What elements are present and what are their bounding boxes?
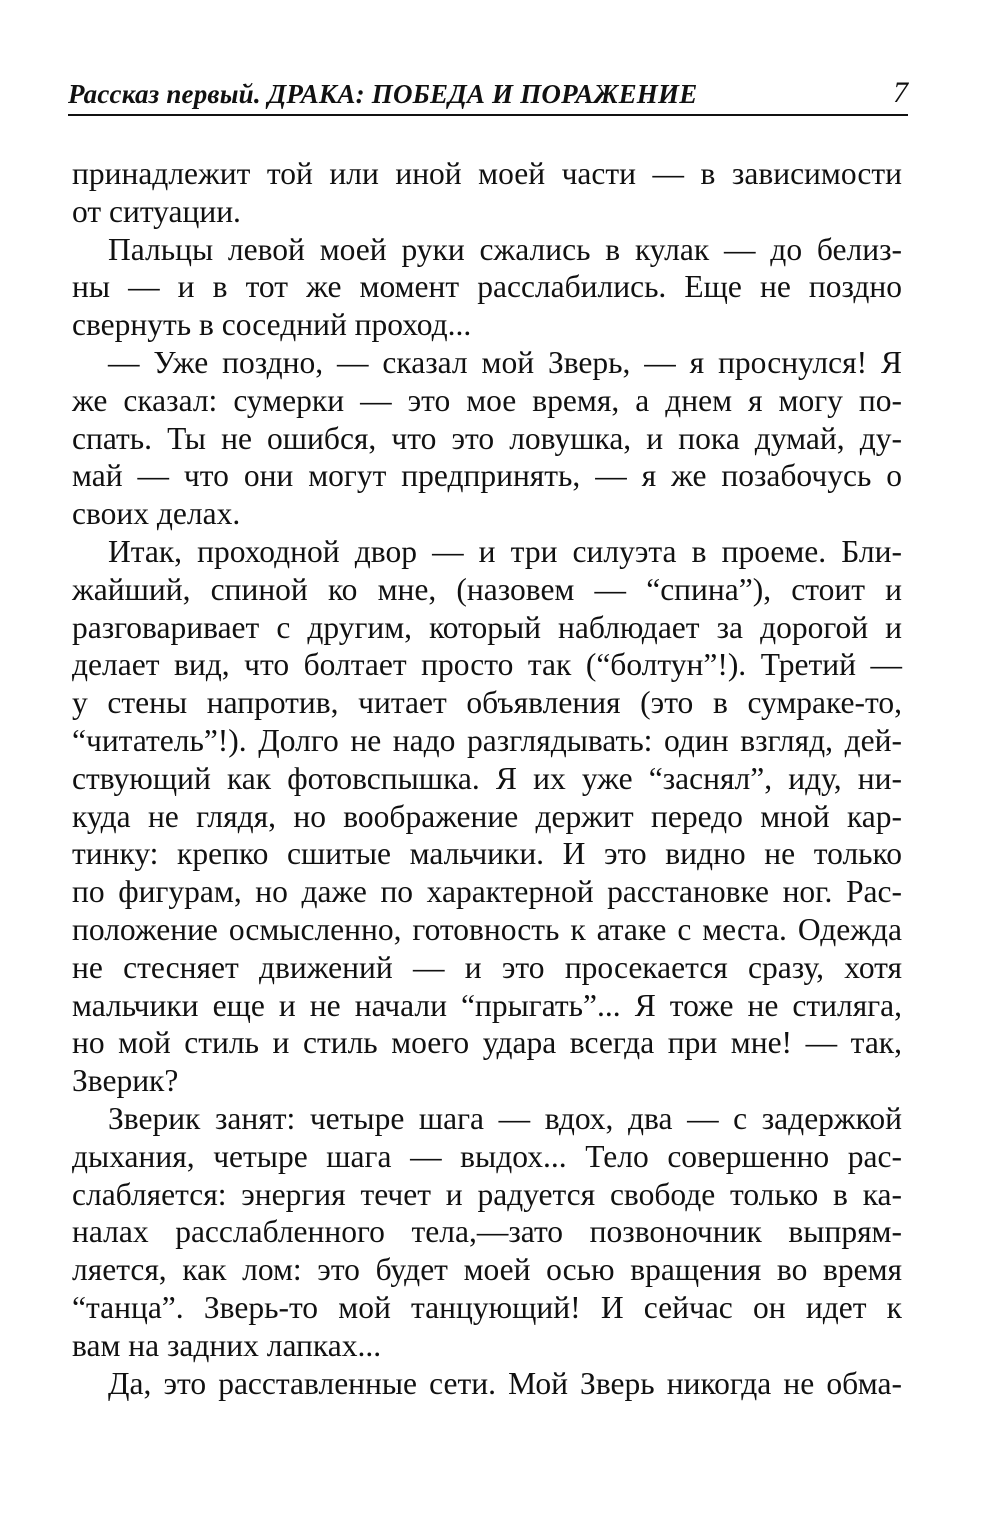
text-line: мальчики еще и не начали “прыгать”... Я тоже не стиляга, [72, 987, 902, 1023]
text-line: своих делах. [72, 496, 241, 532]
text-line: “танца”. Зверь-то мой танцующий! И сейчас он идет к [72, 1289, 902, 1325]
text-line: май — что они могут предпринять, — я же позабочусь о [72, 458, 902, 494]
paragraph-first-line: Пальцы левой моей руки сжались в кулак — до белиз- [108, 231, 902, 267]
text-line: “читатель”!). Долго не надо разглядывать: один взгляд, дей- [72, 722, 902, 758]
text-line: же сказал: сумерки — это мое время, а днем я могу по- [72, 382, 902, 418]
text-line: ствующий как фотовспышка. Я их уже “заснял”, иду, ни- [72, 760, 902, 796]
paragraph-first-line: — Уже поздно, — сказал мой Зверь, — я проснулся! Я [108, 344, 902, 380]
text-line: делает вид, что болтает просто так (“болтун”!). Третий — [72, 647, 902, 683]
text-line: по фигурам, но даже по характерной расстановке ног. Рас- [72, 874, 902, 910]
body-text [72, 155, 902, 1402]
text-line: тинку: крепко сшитые мальчики. И это видно не только [72, 836, 902, 872]
running-head: Рассказ первый. ДРАКА: ПОБЕДА И ПОРАЖЕНИЕ [68, 79, 698, 109]
text-line: от ситуации. [72, 193, 241, 229]
text-line: ны — и в тот же момент расслабились. Еще не поздно [72, 269, 902, 305]
paragraph-first-line: Да, это расставленные сети. Мой Зверь никогда не обма- [108, 1365, 902, 1401]
paragraph-first-line: Итак, проходной двор — и три силуэта в проеме. Бли- [108, 533, 902, 569]
text-line: спать. Ты не ошибся, что это ловушка, и пока думай, ду- [72, 420, 902, 456]
text-line: свернуть в соседний проход... [72, 307, 472, 343]
text-line: Зверик? [72, 1063, 179, 1099]
page-header [68, 74, 908, 116]
text-line: слабляется: энергия течет и радуется свободе только в ка- [72, 1176, 902, 1212]
text-line: принадлежит той или иной моей части — в зависимости [72, 156, 902, 191]
text-line: положение осмысленно, готовность к атаке с места. Одежда [72, 911, 902, 947]
paragraph-first-line: Зверик занят: четыре шага — вдох, два — с задержкой [108, 1100, 902, 1136]
text-line: дыхания, четыре шага — выдох... Тело совершенно рас- [72, 1138, 902, 1174]
text-line: у стены напротив, читает объявления (это в сумраке-то, [72, 685, 902, 721]
text-line: разговаривает с другим, который наблюдает за дорогой и [72, 609, 902, 645]
text-line: не стесняет движений — и это просекается сразу, хотя [72, 949, 902, 985]
text-line: но мой стиль и стиль моего удара всегда при мне! — так, [72, 1025, 902, 1061]
text-line: вам на задних лапках... [72, 1327, 382, 1363]
text-line: ляется, как лом: это будет моей осью вращения во время [72, 1252, 902, 1288]
text-line: налах расслабленного тела,—зато позвоночник выпрям- [72, 1214, 902, 1250]
text-line: куда не глядя, но воображение держит передо мной кар- [72, 798, 902, 834]
page-number: 7 [893, 76, 908, 109]
text-line: жайший, спиной ко мне, (назовем — “спина”), стоит и [72, 571, 902, 607]
